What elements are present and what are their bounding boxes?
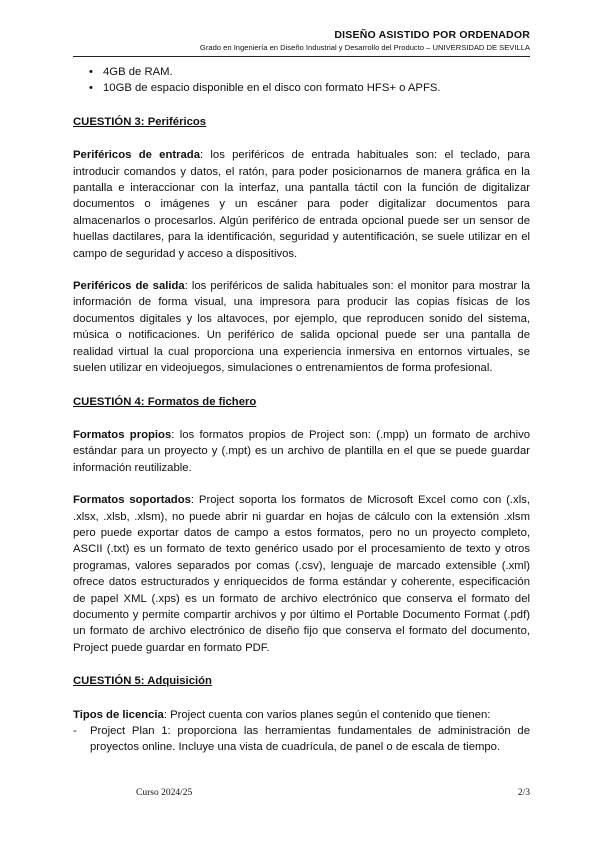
document-title: DISEÑO ASISTIDO POR ORDENADOR: [334, 29, 530, 41]
paragraph-perifericos-salida: [73, 278, 530, 376]
paragraph-formatos-soportados: [73, 492, 530, 656]
paragraph-lead: Periféricos de entrada: [73, 149, 200, 162]
paragraph-perifericos-entrada: [73, 147, 530, 262]
page-header: [200, 29, 530, 52]
paragraph-tipos-licencia: [73, 707, 530, 723]
document-subtitle: Grado en Ingeniería en Diseño Industrial y Desarrollo del Producto – UNIVERSIDAD DE SEVILLA: [199, 43, 530, 52]
paragraph-lead: Formatos propios: [73, 428, 172, 441]
list-item: • 10GB de espacio disponible en el disco con formato HFS+ o APFS.: [103, 80, 530, 96]
page-number: 2/3: [517, 788, 530, 798]
paragraph-formatos-propios: [73, 427, 530, 476]
paragraph-lead: Tipos de licencia: [73, 708, 164, 721]
header-divider: [73, 56, 530, 57]
paragraph-text: : los formatos propios de Project son: (.mpp) un formato de archivo estándar para un proyecto y (.mpt) es un archivo de plantilla en el que se puede guardar información reutilizable.: [73, 428, 531, 474]
section-title-adquisicion: CUESTIÓN 5: Adquisición: [73, 675, 212, 688]
requirements-list: [73, 64, 530, 97]
section-title-perifericos: CUESTIÓN 3: Periféricos: [73, 115, 207, 128]
paragraph-text: : Project cuenta con varios planes según el contenido que tienen:: [163, 708, 491, 721]
paragraph-text: : los periféricos de salida habituales son: el monitor para mostrar la información de forma visual, una impresora para producir las copias físicas de los documentos digitales y los altavoces, por ejemplo, que reproducen sonido del sistema, música o notificaciones. Un periférico de salida opcional puede ser una pantalla de realidad virtual la cual proporciona una experiencia inmersiva en entornos virtuales, se suelen utilizar en videojuegos, simulaciones o entrenamientos de forma profesional.: [73, 280, 530, 375]
course-label: Curso 2024/25: [136, 788, 193, 798]
license-list: [73, 723, 530, 756]
paragraph-lead: Periféricos de salida: [73, 280, 185, 293]
list-item: • 4GB de RAM.: [103, 64, 530, 80]
paragraph-text: : Project soporta los formatos de Microsoft Excel como con (.xls, .xlsx, .xlsb, .xlsm), no puede abrir ni guardar en hojas de cálculo con la extensión .xlsm pero puede exportar datos de campo a estos formatos, pero no un proyecto completo, ASCII (.txt) es un formato de texto genérico usado por el procesamiento de texto y otros programas, valores separados por comas (.csv), lenguaje de marcado extensible (.xml) ofrece datos estructurados y enriquecidos de forma estándar y coherente, especificación de papel XML (.xps) es un formato de archivo electrónico que conserva el formato del documento y permite compartir archivos y por último el Portable Documento Format (.pdf) un formato de archivo electrónico de diseño fijo que conserva el formato del documento, Project puede guardar en formato PDF.: [73, 494, 530, 654]
paragraph-lead: Formatos soportados: [73, 494, 191, 507]
list-item: - Project Plan 1: proporciona las herramientas fundamentales de administración de proyectos online. Incluye una vista de cuadrícula, de panel o de escala de tiempo.: [90, 723, 530, 756]
section-title-formatos: CUESTIÓN 4: Formatos de fichero: [73, 395, 257, 408]
document-body: [73, 64, 530, 756]
paragraph-text: : los periféricos de entrada habituales son: el teclado, para introducir comandos y datos, el ratón, para poder posicionarnos de manera gráfica en la pantalla e interaccionar con la interfaz, una pantalla táctil con la función de digitalizar documentos o imágenes y un escáner para poder digitalizar documentos para almacenarlos o procesarlos. Algún periférico de entrada opcional puede ser un sensor de huellas dactilares, para la identificación, seguridad y autentificación, se suele utilizar en el campo de seguridad y acceso a dispositivos.: [73, 149, 530, 260]
